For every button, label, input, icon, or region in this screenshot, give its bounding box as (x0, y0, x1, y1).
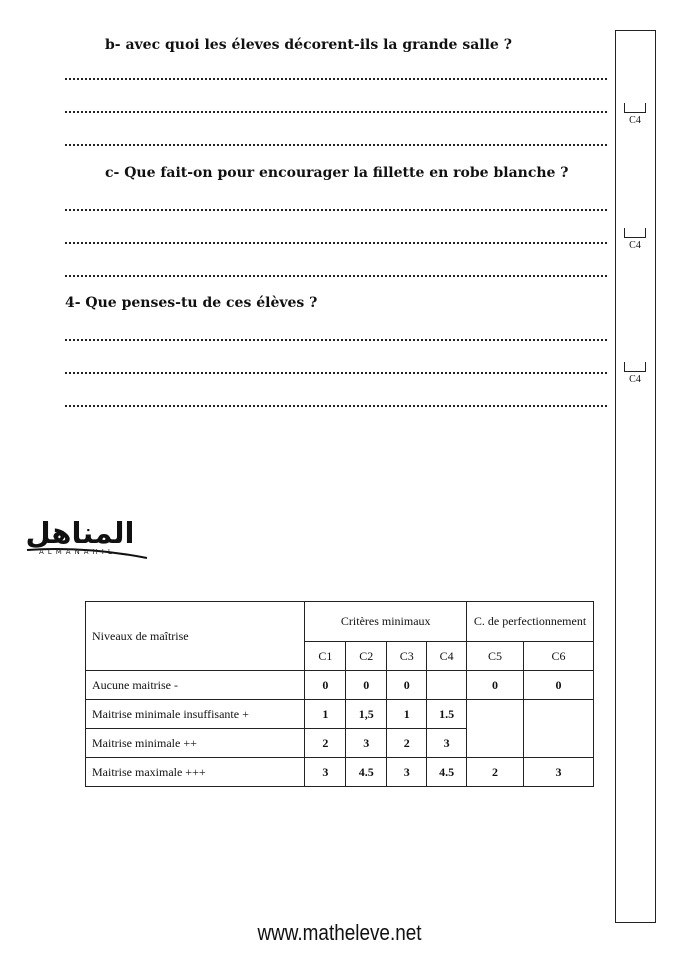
answer-line[interactable] (65, 329, 607, 341)
criterion-label: C4 (629, 115, 641, 126)
logo-arabic-text: المناهل (25, 516, 135, 550)
criterion-header: C5 (467, 642, 524, 671)
answer-line[interactable] (65, 395, 607, 407)
answer-line[interactable] (65, 265, 607, 277)
table-row (86, 758, 594, 787)
website-link[interactable]: www.matheleve.net (257, 920, 422, 945)
logo-latin-text: ALMANAHIL (39, 548, 116, 556)
empty-cell (467, 700, 524, 758)
score-cell: 0 (467, 671, 524, 700)
score-cell: 3 (427, 729, 467, 758)
score-cell: 2 (305, 729, 346, 758)
question-c: c- Que fait-on pour encourager la fillette en robe blanche ? (105, 165, 569, 181)
criterion-header: C2 (346, 642, 387, 671)
answer-line[interactable] (65, 232, 607, 244)
answer-line[interactable] (65, 101, 607, 113)
score-cell: 4.5 (427, 758, 467, 787)
answer-line[interactable] (65, 68, 607, 80)
score-cell: 0 (305, 671, 346, 700)
level-label: Maitrise maximale +++ (86, 758, 305, 787)
score-cell (427, 671, 467, 700)
table-row (86, 671, 594, 700)
score-box[interactable] (622, 362, 648, 385)
criterion-label: C4 (629, 240, 641, 251)
criterion-header: C3 (387, 642, 427, 671)
answer-line[interactable] (65, 362, 607, 374)
score-cell: 0 (346, 671, 387, 700)
criterion-header: C6 (524, 642, 594, 671)
score-bracket (624, 362, 646, 372)
score-bracket (624, 228, 646, 238)
question-b: b- avec quoi les éleves décorent-ils la grande salle ? (105, 37, 512, 53)
score-cell: 1 (387, 700, 427, 729)
table-row (86, 700, 594, 729)
score-box[interactable] (622, 228, 648, 251)
grading-margin-column (615, 30, 656, 923)
level-label: Maitrise minimale ++ (86, 729, 305, 758)
answer-line[interactable] (65, 199, 607, 211)
criterion-header: C1 (305, 642, 346, 671)
score-cell: 0 (524, 671, 594, 700)
score-bracket (624, 103, 646, 113)
score-cell: 3 (305, 758, 346, 787)
perfection-criteria-header: C. de perfectionnement (467, 602, 594, 642)
minimal-criteria-header: Critères minimaux (305, 602, 467, 642)
empty-cell (524, 700, 594, 758)
criterion-header: C4 (427, 642, 467, 671)
score-cell: 1 (305, 700, 346, 729)
score-cell: 1,5 (346, 700, 387, 729)
score-cell: 3 (346, 729, 387, 758)
mastery-levels-table (85, 601, 594, 787)
score-cell: 3 (524, 758, 594, 787)
score-cell: 2 (387, 729, 427, 758)
table-corner-header: Niveaux de maîtrise (86, 602, 305, 671)
almanahil-logo (25, 518, 150, 562)
score-cell: 3 (387, 758, 427, 787)
score-cell: 4.5 (346, 758, 387, 787)
level-label: Maitrise minimale insuffisante + (86, 700, 305, 729)
score-cell: 2 (467, 758, 524, 787)
question-4: 4- Que penses-tu de ces élèves ? (65, 295, 318, 311)
score-box[interactable] (622, 103, 648, 126)
answer-line[interactable] (65, 134, 607, 146)
criterion-label: C4 (629, 374, 641, 385)
score-cell: 1.5 (427, 700, 467, 729)
level-label: Aucune maitrise - (86, 671, 305, 700)
score-cell: 0 (387, 671, 427, 700)
